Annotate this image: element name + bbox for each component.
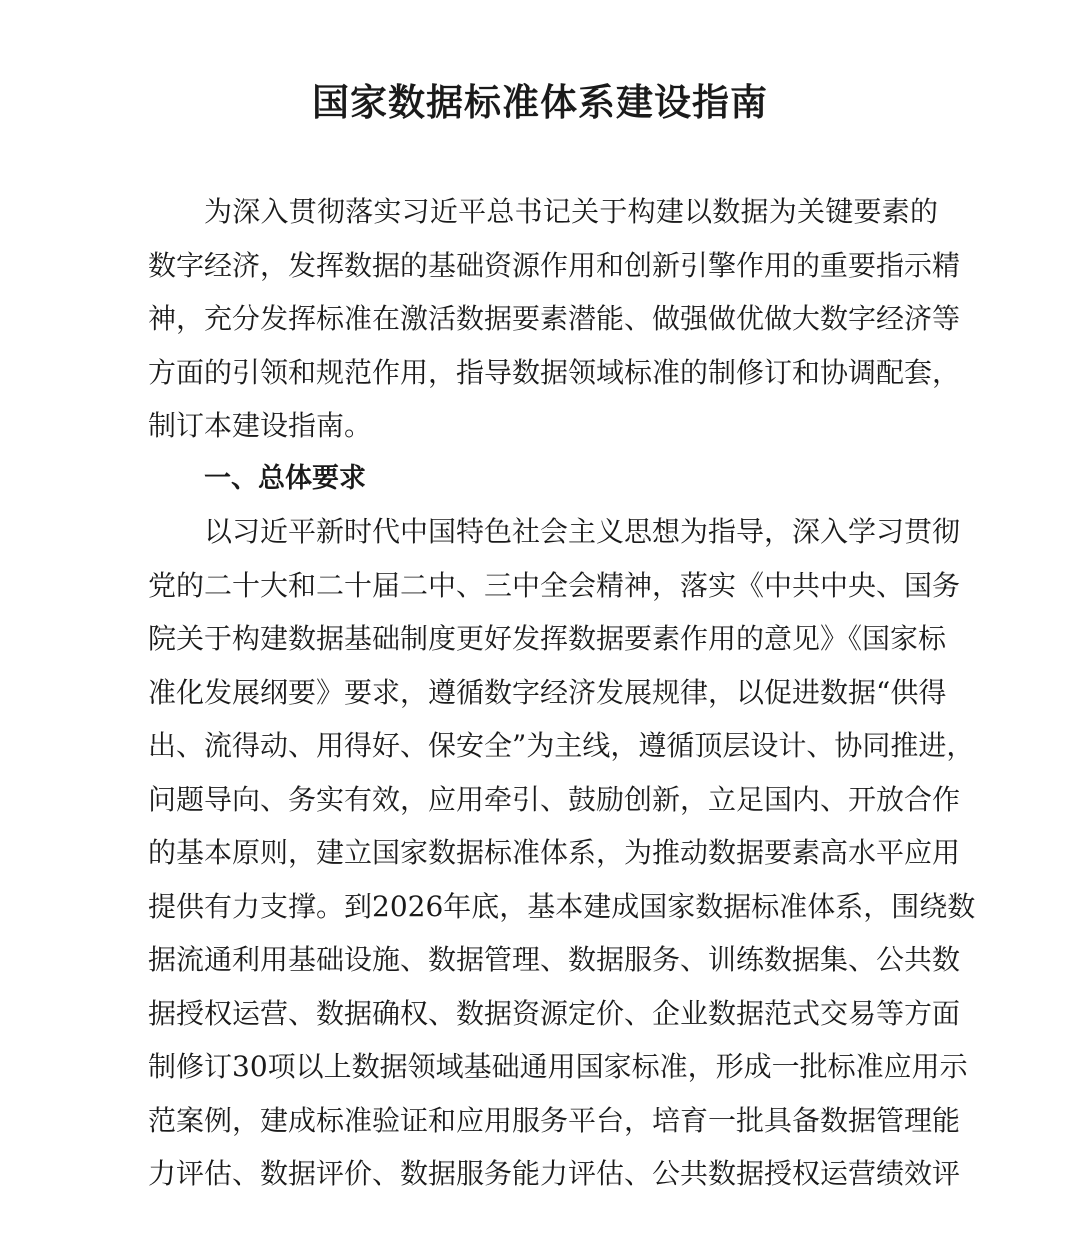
body-line: 据流通利用基础设施、数据管理、数据服务、训练数据集、公共数: [148, 943, 961, 976]
body-line: 问题导向、务实有效，应用牵引、鼓励创新，立足国内、开放合作: [148, 783, 961, 816]
intro-line: 数字经济，发挥数据的基础资源作用和创新引擎作用的重要指示精: [148, 249, 961, 282]
body-line: 力评估、数据评价、数据服务能力评估、公共数据授权运营绩效评: [148, 1157, 961, 1190]
intro-line: 为深入贯彻落实习近平总书记关于构建以数据为关键要素的: [204, 195, 938, 228]
body-line: 范案例，建成标准验证和应用服务平台，培育一批具备数据管理能: [148, 1104, 961, 1137]
intro-line: 神，充分发挥标准在激活数据要素潜能、做强做优做大数字经济等: [148, 302, 961, 335]
body-line: 的基本原则，建立国家数据标准体系，为推动数据要素高水平应用: [148, 836, 961, 869]
body-line: 党的二十大和二十届二中、三中全会精神，落实《中共中央、国务: [148, 569, 961, 602]
body-line: 院关于构建数据基础制度更好发挥数据要素作用的意见》《国家标: [148, 622, 947, 655]
section-heading: 一、总体要求: [204, 463, 366, 494]
body-line: 制修订30项以上数据领域基础通用国家标准，形成一批标准应用示: [148, 1050, 968, 1083]
document-title: 国家数据标准体系建设指南: [312, 81, 768, 124]
body-line: 出、流得动、用得好、保安全”为主线，遵循顶层设计、协同推进，: [148, 729, 975, 762]
body-line: 以习近平新时代中国特色社会主义思想为指导，深入学习贯彻: [204, 515, 961, 548]
body-line: 据授权运营、数据确权、数据资源定价、企业数据范式交易等方面: [148, 997, 961, 1030]
intro-line: 制订本建设指南。: [148, 409, 373, 442]
body-line: 准化发展纲要》要求，遵循数字经济发展规律，以促进数据“供得: [148, 676, 947, 709]
body-line: 提供有力支撑。到2026年底，基本建成国家数据标准体系，围绕数: [148, 890, 976, 923]
intro-line: 方面的引领和规范作用，指导数据领域标准的制修订和协调配套，: [148, 356, 961, 389]
